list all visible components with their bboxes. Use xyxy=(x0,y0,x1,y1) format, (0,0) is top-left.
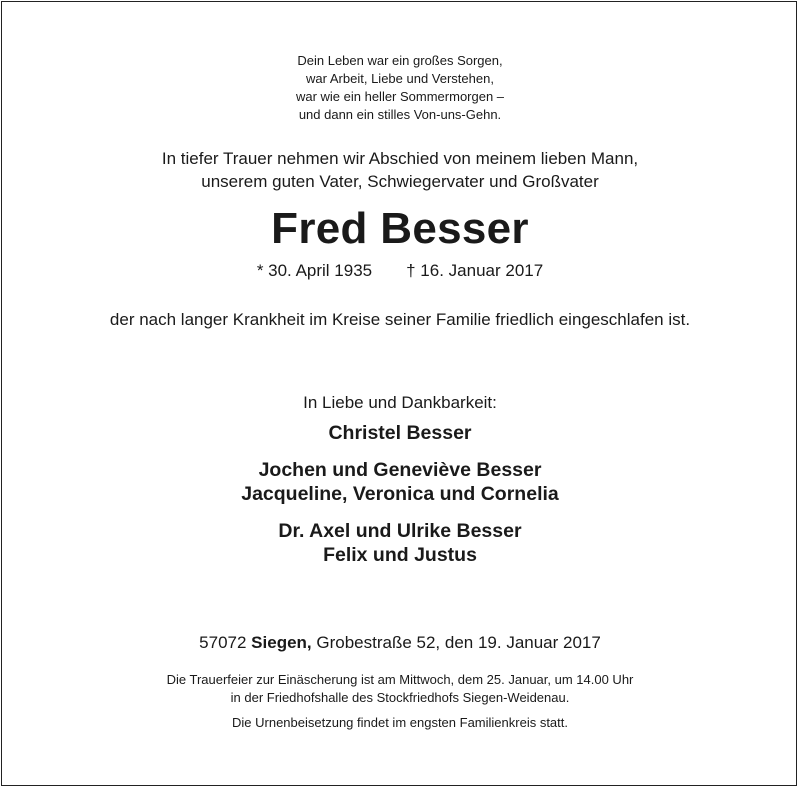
address-rest: Grobestraße 52, den 19. Januar 2017 xyxy=(316,633,601,652)
address-line xyxy=(0,633,800,653)
intro-line-1: In tiefer Trauer nehmen wir Abschied von meinem lieben Mann, xyxy=(161,149,639,168)
signoff: In Liebe und Dankbarkeit: xyxy=(303,393,497,412)
family-group2-line2: Felix und Justus xyxy=(323,544,477,566)
funeral-info-line-2: in der Friedhofshalle des Stockfriedhofs Siegen-Weidenau. xyxy=(230,690,570,705)
family-group1-line1: Jochen und Geneviève Besser xyxy=(258,459,542,481)
poem-line-3: war wie ein heller Sommermorgen – xyxy=(295,89,505,104)
poem-line-4: und dann ein stilles Von-uns-Gehn. xyxy=(298,107,502,122)
address-postcode: 57072 xyxy=(199,633,247,652)
poem-line-2: war Arbeit, Liebe und Verstehen, xyxy=(306,71,494,86)
poem-line-1: Dein Leben war ein großes Sorgen, xyxy=(297,53,503,68)
death-date: † 16. Januar 2017 xyxy=(406,261,544,280)
address-city: Siegen, xyxy=(251,633,312,652)
passing-text: der nach langer Krankheit im Kreise seiner Familie friedlich eingeschlafen ist. xyxy=(109,310,691,329)
life-dates xyxy=(0,261,800,281)
deceased-name: Fred Besser xyxy=(271,204,529,253)
funeral-info-line-1: Die Trauerfeier zur Einäscherung ist am Mittwoch, dem 25. Januar, um 14.00 Uhr xyxy=(166,672,634,687)
family-group2-line1: Dr. Axel und Ulrike Besser xyxy=(278,520,522,542)
birth-date: * 30. April 1935 xyxy=(256,261,373,280)
family-spouse: Christel Besser xyxy=(328,422,472,444)
burial-info: Die Urnenbeisetzung findet im engsten Familienkreis statt. xyxy=(232,715,568,730)
intro-line-2: unserem guten Vater, Schwiegervater und Großvater xyxy=(201,172,599,191)
family-group1-line2: Jacqueline, Veronica und Cornelia xyxy=(241,483,559,505)
